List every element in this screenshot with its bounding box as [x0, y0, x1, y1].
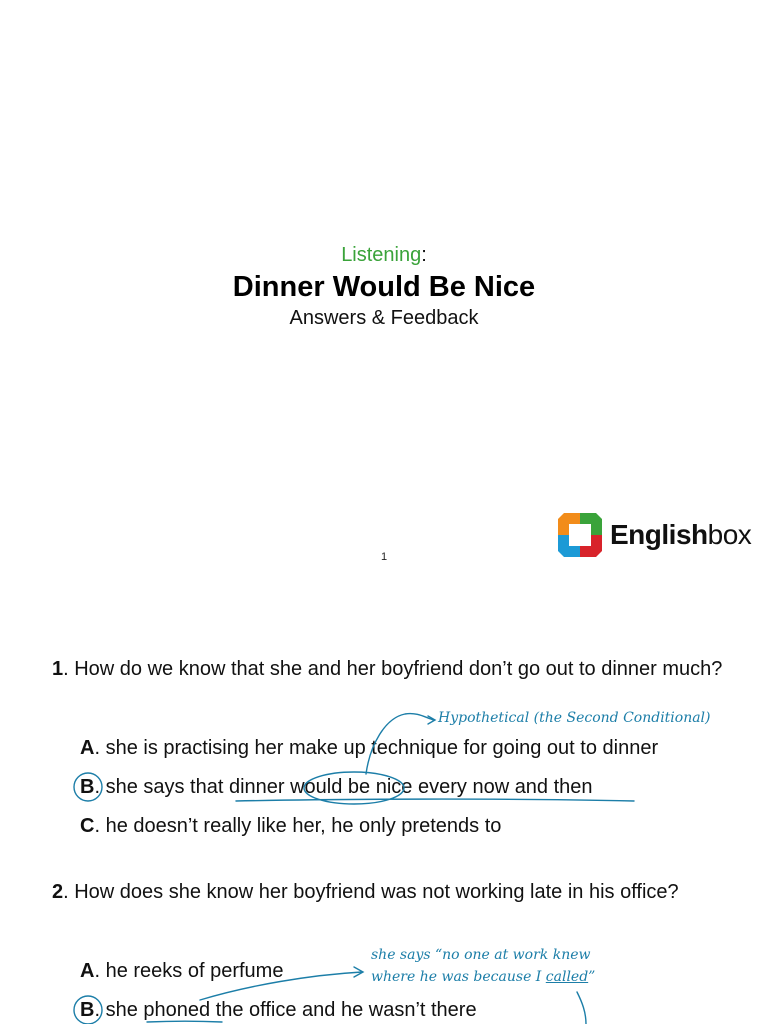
- question-2-option-b: [80, 998, 477, 1022]
- question-1-option-a: [80, 736, 658, 760]
- question-number: 2: [52, 881, 64, 903]
- page-title: Dinner Would Be Nice: [232, 271, 536, 303]
- option-letter: A: [80, 737, 95, 759]
- question-2: [52, 879, 742, 906]
- question-1-annotation: Hypothetical (the Second Conditional): [438, 710, 711, 726]
- logo-text-bold: English: [610, 519, 708, 550]
- question-1-option-b: [80, 775, 593, 799]
- question-1-option-c: [80, 814, 501, 838]
- option-letter: B: [80, 999, 95, 1021]
- section-kicker: [0, 244, 768, 267]
- q1-annotation-arrowhead: [428, 716, 435, 724]
- option-text: . he doesn’t really like her, he only pretends to: [94, 815, 502, 837]
- logo-wordmark: [610, 519, 751, 551]
- kicker-label: Listening: [341, 244, 422, 266]
- page-number: 1: [380, 551, 388, 563]
- question-2-option-a: [80, 959, 283, 983]
- q1-answer-underline: [236, 799, 634, 801]
- question-text: . How do we know that she and her boyfriend don’t go out to dinner much?: [63, 658, 723, 680]
- annotation-underlined-word: called: [545, 969, 589, 985]
- option-text: . she phoned the office and he wasn’t there: [94, 999, 477, 1021]
- annotation-closing-quote: ”: [588, 969, 596, 985]
- q2-annotation-arrowhead: [354, 967, 363, 977]
- option-text: . she is practising her make up technique for going out to dinner: [94, 737, 659, 759]
- option-text: . he reeks of perfume: [94, 960, 284, 982]
- question-text: . How does she know her boyfriend was not working late in his office?: [63, 881, 679, 903]
- option-letter: B: [80, 776, 95, 798]
- page-subtitle: Answers & Feedback: [289, 307, 479, 329]
- question-1: [52, 656, 742, 683]
- option-letter: A: [80, 960, 95, 982]
- q2-annotation-tail: [577, 992, 586, 1024]
- question-2-annotation-line-1: she says “no one at work knew: [371, 947, 591, 963]
- kicker-colon: :: [421, 244, 427, 266]
- question-number: 1: [52, 658, 64, 680]
- question-2-annotation-line-2: [371, 969, 595, 985]
- option-text: . she says that dinner would be nice every now and then: [94, 776, 593, 798]
- annotation-text: where he was because I: [371, 969, 546, 985]
- logo-text-regular: box: [707, 519, 752, 550]
- option-letter: C: [80, 815, 95, 837]
